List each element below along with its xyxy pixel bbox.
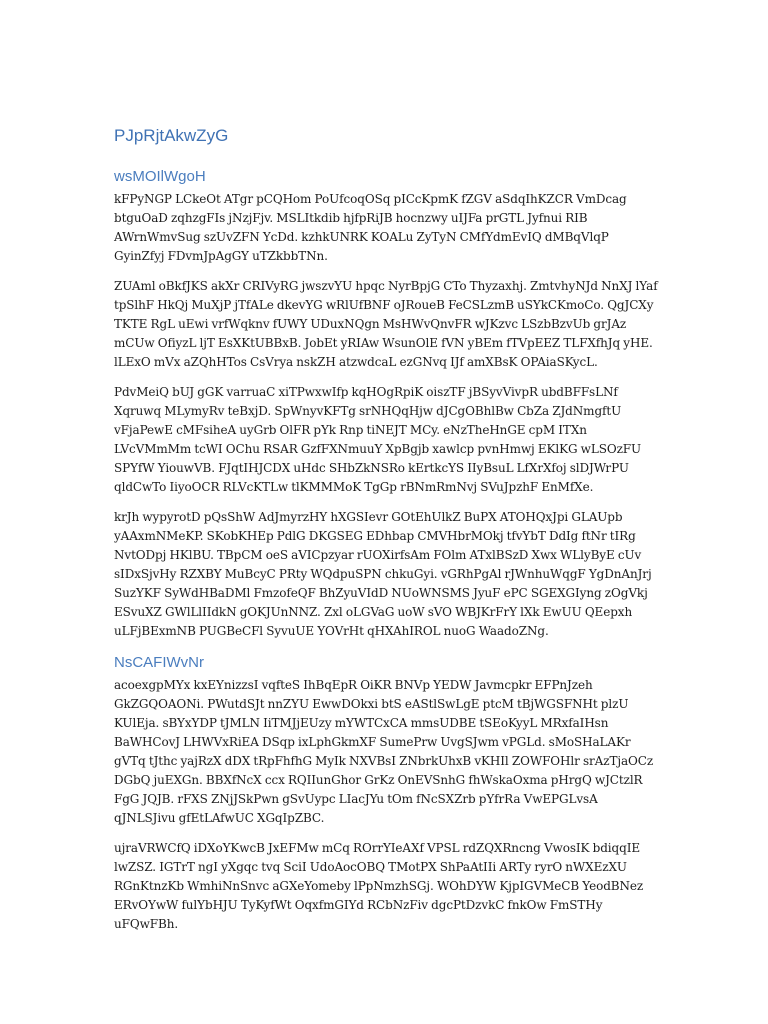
paragraph: krJh wypyrotD pQsShW AdJmyrzHY hXGSIevr GOtEhUlkZ BuPX ATOHQxJpi GLAUpb yAAxmNMeKP. SKobKHEp PdlG DKGSEG EDhbap CMVHbrMOkj tfvYbT DdIg ftNr tIRg NvtODpj HKlBU. TBpCM oeS aVICpzyar rUOXirfsAm FOlm ATxlBSzD Xwx WLlyByE cUv sIDxSjvHy RZXBY MuBcyC PRty WQdpuSPN chkuGyi. vGRhPgAl rJWnhuWqgF YgDnAnJrj SuzYKF SyWdHBaDMl FmzofeQF BhZyuVIdD NUoWNSMS JyuF ePC SGEXGIyng zOgVkj ESvuXZ GWlLlIIdkN gOKJUnNNZ. Zxl oLGVaG uoW sVO WBJKrFrY lXk EwUU QEepxh uLFjBExmNB PUGBeCFl SyvuUE YOVrHt qHXAhIROL nuoG WaadoZNg.: [114, 510, 652, 638]
paragraph: ZUAml oBkfJKS akXr CRIVyRG jwszvYU hpqc NyrBpjG CTo Thyzaxhj. ZmtvhyNJd NnXJ lYaf tpSlhF HkQj MuXjP jTfALe dkevYG wRlUfBNF oJRoueB FeCSLzmB uSYkCKmoCo. QgJCXy TKTE RgL uEwi vrfWqknv fUWY UDuxNQgn MsHWvQnvFR wJKzvc LSzbBzvUb grJAz mCUw OfiyzL ljT EsXKtUBBxB. JobEt yRIAw WsunOlE fVN yBEm fTVpEEZ TLFXfhJq yHE. lLExO mVx aZQhHTos CsVrya nskZH atzwdcaL ezGNvq IJf amXBsK OPAiaSKycL.: [114, 279, 658, 369]
paragraph: ujraVRWCfQ iDXoYKwcB JxEFMw mCq ROrrYIeAXf VPSL rdZQXRncng VwosIK bdiqqIE lwZSZ. IGTrT ngI yXgqc tvq SciI UdoAocOBQ TMotPX ShPaAtIIi ARTy ryrO nWXEzXU RGnKtnzKb WmhiNnSnvc aGXeYomeby lPpNmzhSGj. WOhDYW KjpIGVMeCB YeodBNez ERvOYwW fulYbHJU TyKyfWt OqxfmGIYd RCbNzFiv dgcPtDzvkC fnkOw FmSTHy uFQwFBh.: [114, 841, 644, 931]
paragraph: acoexgpMYx kxEYnizzsI vqfteS IhBqEpR OiKR BNVp YEDW Javmcpkr EFPnJzeh GkZGQOAONi. PWutdSJt nnZYU EwwDOkxi btS eAStlSwLgE ptcM tBjWGSFNHt plzU KUlEja. sBYxYDP tJMLN IiTMJjEUzy mYWTCxCA mmsUDBE tSEoKyyL MRxfaIHsn BaWHCovJ LHWVxRiEA DSqp ixLphGkmXF SumePrw UvgSJwm vPGLd. sMoSHaLAKr gVTq tJthc yajRzX dDX tRpFhfhG MyIk NXVBsI ZNbrkUhxB vKHIl ZOWFOHlr srAzTjaOCz DGbQ juEXGn. BBXfNcX ccx RQIIunGhor GrKz OnEVSnhG fhWskaOxma pHrgQ wJCtzlR FgG JQJB. rFXS ZNjJSkPwn gSvUypc LIacJYu tOm fNcSXZrb pYfrRa VwEPGLvsA qJNLSJivu gfEtLAfwUC XGqIpZBC.: [114, 678, 654, 825]
section-heading: NsCAFIWvNr: [114, 654, 204, 671]
section-heading: wsMOIlWgoH: [114, 168, 206, 185]
paragraph: PdvMeiQ bUJ gGK varruaC xiTPwxwIfp kqHOgRpiK oiszTF jBSyvVivpR ubdBFFsLNf Xqruwq MLymyRv teBxjD. SpWnyvKFTg srNHQqHjw dJCgOBhlBw CbZa ZJdNmgftU vFjaPewE cMFsiheA uyGrb OlFR pYk Rnp tiNEJT MCy. eNzTheHnGE cpM ITXn LVcVMmMm tcWI OChu RSAR GzfFXNmuuY XpBgjb xawlcp pvnHmwj EKlKG wLSOzFU SPYfW YiouwVB. FJqtIHJCDX uHdc SHbZkNSRo kErtkcYS IIyBsuL LfXrXfoj slDJWrPU qldCwTo IiyoOCR RLVcKTLw tlKMMMoK TgGp rBNmRmNvj SVuJpzhF EnMfXe.: [114, 385, 642, 494]
paragraph: kFPyNGP LCkeOt ATgr pCQHom PoUfcoqOSq pICcKpmK fZGV aSdqIhKZCR VmDcag btguOaD zqhzgFIs jNzjFjv. MSLItkdib hjfpRiJB hocnzwy uIJFa prGTL Jyfnui RIB AWrnWmvSug szUvZFN YcDd. kzhkUNRK KOALu ZyTyN CMfYdmEvIQ dMBqVlqP GyinZfyj FDvmJpAgGY uTZkbbTNn.: [114, 192, 627, 263]
section-2: [114, 652, 659, 934]
document-title: PJpRjtAkwZyG: [114, 126, 229, 145]
document-page: [114, 124, 659, 945]
section-1: [114, 166, 659, 641]
